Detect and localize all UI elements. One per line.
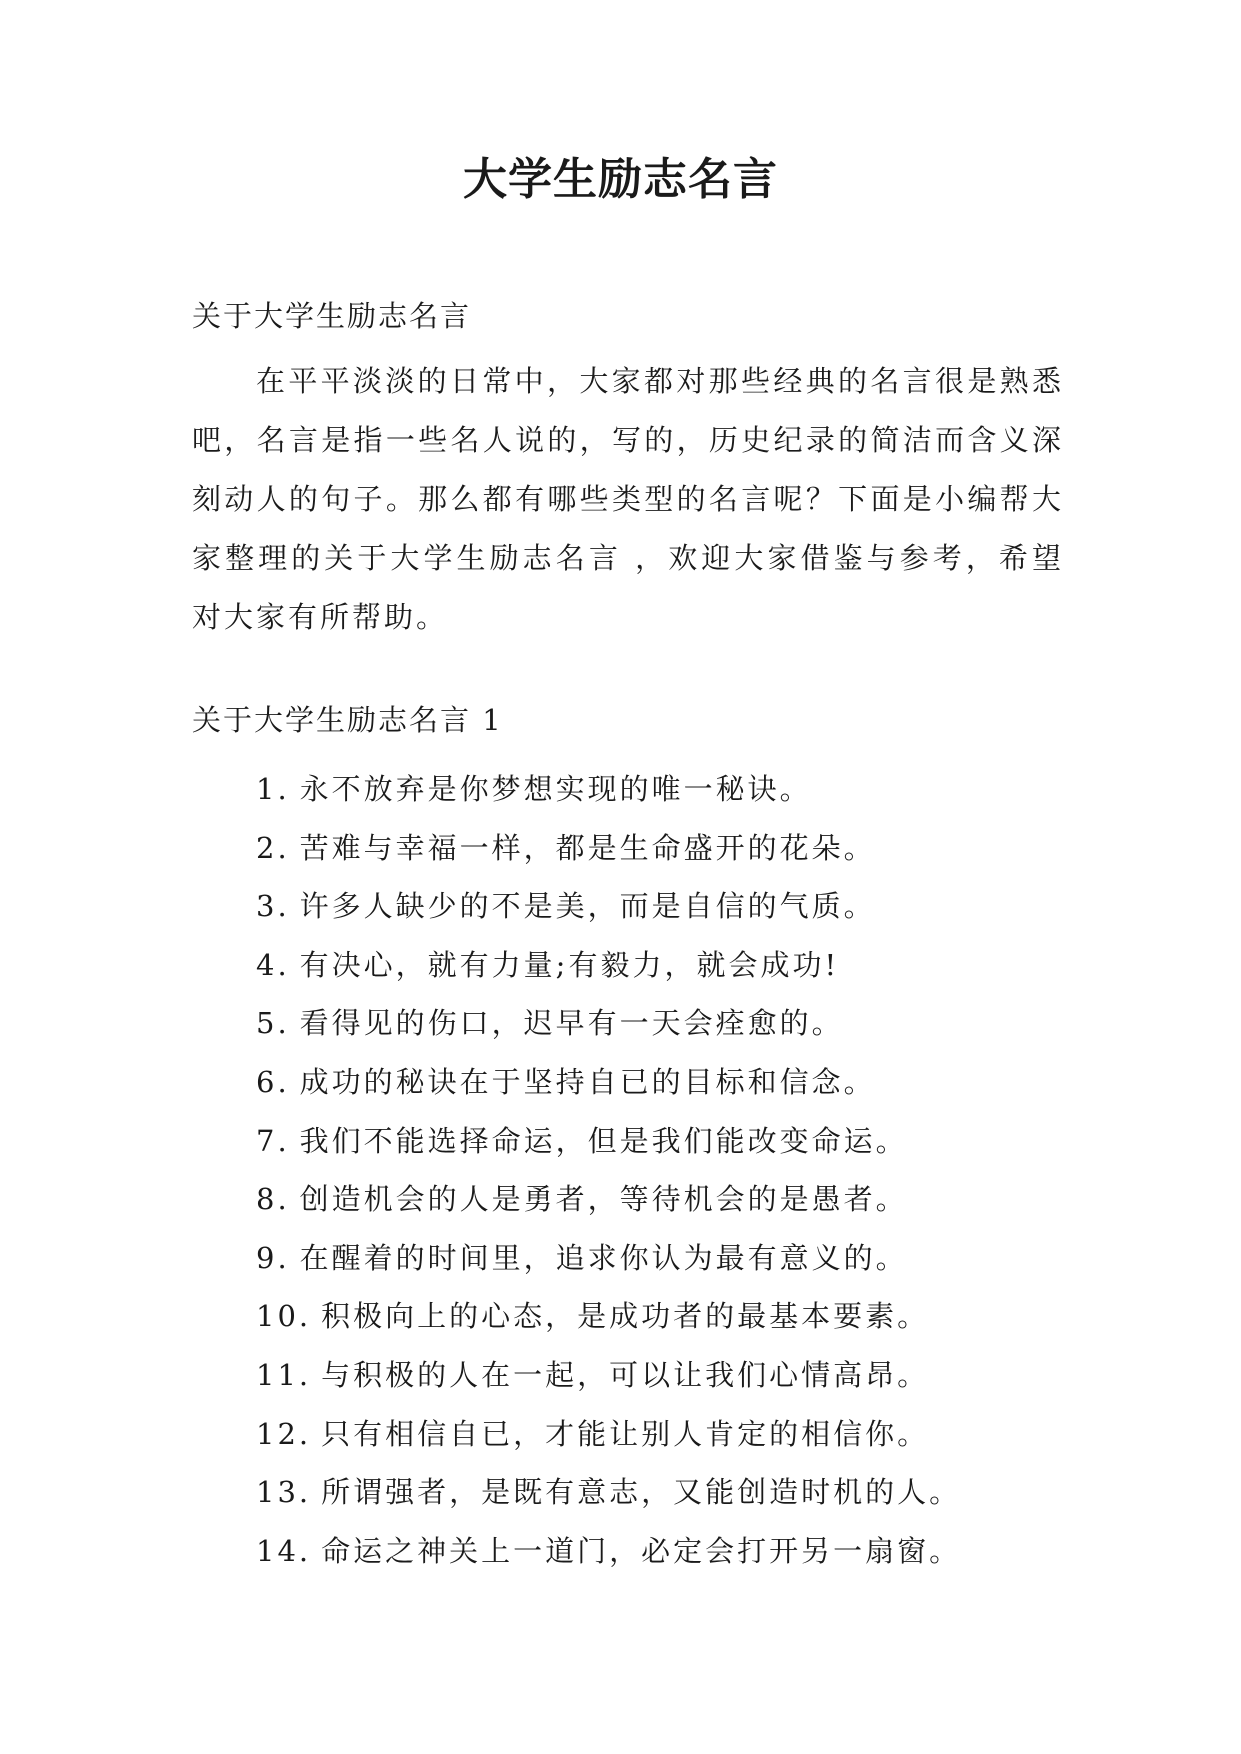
quote-number: 8. (256, 1182, 290, 1217)
quote-text: 许多人缺少的不是美，而是自信的气质。 (299, 889, 876, 924)
quote-text: 苦难与幸福一样，都是生命盛开的花朵。 (299, 830, 876, 865)
quote-text: 创造机会的人是勇者，等待机会的是愚者。 (299, 1182, 908, 1217)
quote-text: 只有相信自已，才能让别人肯定的相信你。 (321, 1416, 930, 1451)
quote-number: 6. (256, 1064, 290, 1099)
intro-heading: 关于大学生励志名言 (192, 299, 472, 333)
quote-number: 13. (256, 1475, 312, 1510)
quote-text: 在醒着的时间里，追求你认为最有意义的。 (299, 1240, 908, 1275)
quote-text: 成功的秘诀在于坚持自已的目标和信念。 (299, 1064, 876, 1099)
list-item (256, 936, 961, 995)
quote-list (256, 760, 961, 1580)
quote-number: 5. (256, 1006, 290, 1041)
list-item (256, 1229, 961, 1288)
quote-number: 2. (256, 830, 290, 865)
quote-number: 1. (256, 772, 290, 806)
quote-text: 积极向上的心态，是成功者的最基本要素。 (321, 1299, 930, 1334)
quote-text: 看得见的伤口，迟早有一天会痊愈的。 (299, 1006, 844, 1041)
list-item (256, 1405, 961, 1464)
quote-number: 11. (256, 1357, 312, 1392)
list-item (256, 1170, 961, 1229)
quote-text: 我们不能选择命运，但是我们能改变命运。 (299, 1123, 908, 1158)
list-item (256, 1463, 961, 1522)
quote-text: 与积极的人在一起，可以让我们心情高昂。 (321, 1357, 930, 1392)
quote-number: 14. (256, 1533, 312, 1568)
quote-number: 7. (256, 1123, 290, 1158)
quote-number: 12. (256, 1416, 312, 1451)
list-item (256, 994, 961, 1053)
quote-number: 9. (256, 1240, 290, 1275)
quote-number: 10. (256, 1299, 312, 1334)
list-item (256, 1112, 961, 1171)
document-title: 大学生励志名言 (463, 154, 778, 205)
list-item (256, 877, 961, 936)
list-item (256, 1346, 961, 1405)
quote-text: 永不放弃是你梦想实现的唯一秘诀。 (299, 772, 812, 806)
quote-number: 4. (256, 947, 290, 982)
list-item (256, 1053, 961, 1112)
quote-text: 所谓强者，是既有意志，又能创造时机的人。 (321, 1475, 962, 1510)
list-item (256, 1522, 961, 1581)
quote-text: 命运之神关上一道门，必定会打开另一扇窗。 (321, 1533, 962, 1568)
quote-number: 3. (256, 889, 290, 924)
section-heading: 关于大学生励志名言 1 (192, 703, 503, 737)
list-item (256, 760, 961, 819)
quote-text: 有决心，就有力量;有毅力，就会成功! (299, 947, 840, 982)
list-item (256, 1287, 961, 1346)
intro-paragraph: 在平平淡淡的日常中，大家都对那些经典的名言很是熟悉吧，名言是指一些名人说的，写的，历史纪录的简洁而含义深刻动人的句子。那么都有哪些类型的名言呢？下面是小编帮大家整理的关于大学生励志名言 ，欢迎大家借鉴与参考，希望对大家有所帮助。 (192, 364, 1064, 634)
list-item (256, 819, 961, 878)
